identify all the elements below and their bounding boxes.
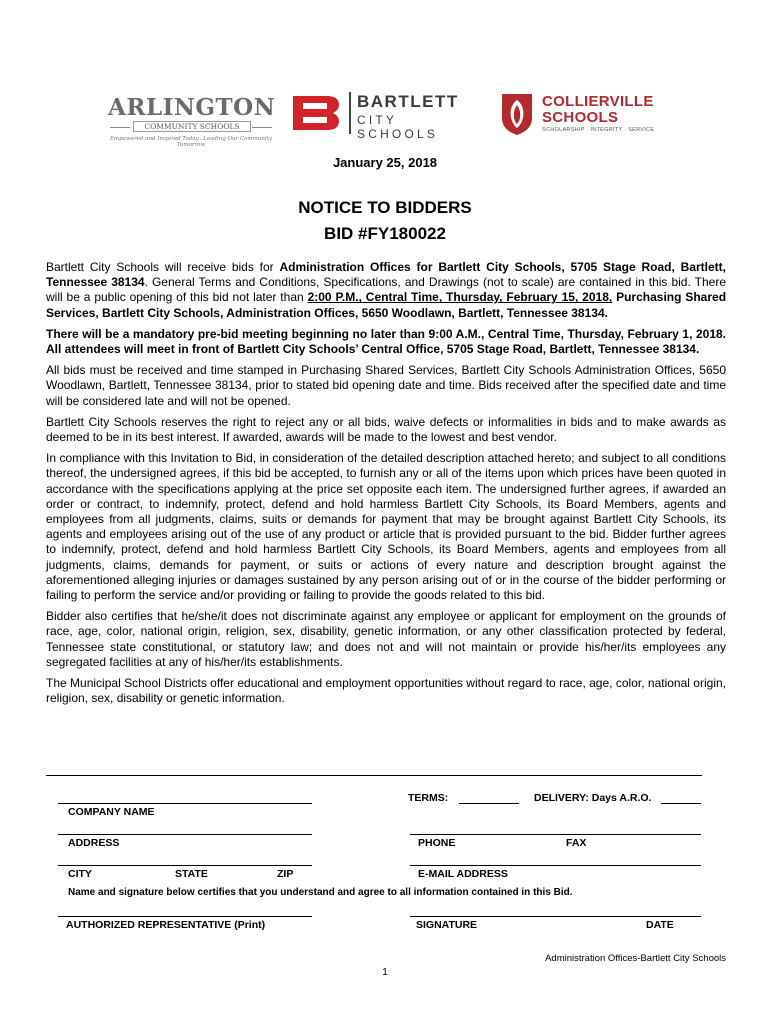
arlington-logo-subtitle: COMMUNITY SCHOOLS (133, 121, 251, 132)
terms-label: TERMS: (408, 792, 449, 804)
project-name: Administration Offices for Bartlett City Schools, 5705 Stage Road, Bartlett, Tennessee 38134 (46, 260, 727, 290)
authorized-rep-field[interactable] (58, 916, 312, 917)
collierville-shield-icon (500, 92, 534, 136)
paragraph-prebid-meeting (46, 327, 726, 357)
collierville-logo (500, 92, 668, 138)
footer-document-name: Administration Offices-Bartlett City Schools (545, 953, 726, 964)
certify-statement: Name and signature below certifies that you understand and agree to all information contained in this Bid. (68, 887, 573, 898)
collierville-logo-tagline: SCHOLARSHIP · INTEGRITY · SERVICE (542, 127, 655, 133)
address-label: ADDRESS (68, 837, 120, 849)
bartlett-logo (293, 90, 473, 141)
collierville-logo-name-line2: SCHOOLS (542, 109, 619, 126)
paragraph-submission: All bids must be received and time stamped in Purchasing Shared Services, Bartlett City Schools Administration Offices, 5650 Woodlawn, Bartlett, Tennessee 38134, prior to stated bid opening date and time. Bids received after the specified date and time will be considered late and will not be opened. (46, 363, 726, 408)
email-label: E-MAIL ADDRESS (418, 868, 508, 880)
bartlett-b-mark-icon (293, 96, 339, 130)
city-state-zip-field[interactable] (58, 865, 312, 866)
paragraph-bid-intro (46, 260, 726, 321)
company-name-field[interactable] (58, 803, 312, 804)
bid-number: BID #FY180022 (324, 224, 446, 243)
arlington-logo-subtitle-band (108, 122, 274, 132)
phone-fax-field[interactable] (410, 834, 701, 835)
address-field[interactable] (58, 834, 312, 835)
page-title: NOTICE TO BIDDERS (298, 198, 472, 217)
bid-intro-text: Bartlett City Schools will receive bids for (46, 260, 280, 274)
delivery-days-field[interactable] (661, 803, 701, 804)
date-label: DATE (646, 919, 674, 931)
zip-label: ZIP (277, 868, 294, 880)
collierville-logo-name (542, 94, 654, 126)
arlington-logo (108, 94, 274, 150)
notice-body (46, 260, 726, 712)
terms-field[interactable] (459, 803, 519, 804)
delivery-label: DELIVERY: Days A.R.O. (534, 792, 652, 804)
paragraph-compliance: In compliance with this Invitation to Bid, in consideration of the detailed description attached hereto; and subject to all conditions thereof, the undersigned agrees, if this bid be accepted, to furnish any or all of the items upon which prices have been quoted in accordance with the specifications applying at the price set opposite each item. The undersigned further agrees, if awarded an order or contract, to indemnify, protect, defend and hold harmless Bartlett City Schools, its Board Members, agents and employees from all judgments, claims, suits or demands for payment that may be brought against Bartlett City Schools, its agents and employees arising out of the use of any product or article that is provided pursuant to the bid. Bidder further agrees to indemnify, protect, defend and hold harmless Bartlett City Schools, its Board Members, agents and employees from all judgments, claims, demands for payment, or suits or actions of every nature and description brought against the aforementioned alleging injuries or damages sustained by any person arising out of or in the course of the bidder performing or failing to perform the service and/or providing or failing to provide the goods related to this bid. (46, 451, 726, 603)
paragraph-rights: Bartlett City Schools reserves the right to reject any or all bids, waive defects or informalities in bids and to make awards as deemed to be in its best interest. If awarded, awards will be made to the lowest and best vendor. (46, 414, 726, 445)
divider (349, 92, 351, 134)
phone-label: PHONE (418, 837, 456, 849)
bartlett-logo-subtitle: CITY SCHOOLS (357, 113, 439, 141)
city-label: CITY (68, 868, 92, 880)
bid-opening-time: 2:00 P.M., Central Time, Thursday, February 15, 2018, (307, 290, 613, 305)
page-number: 1 (382, 967, 388, 978)
form-divider (46, 775, 702, 776)
divider (252, 127, 272, 128)
company-name-label: COMPANY NAME (68, 806, 155, 818)
fax-label: FAX (566, 837, 587, 849)
paragraph-equal-opportunity: The Municipal School Districts offer educational and employment opportunities without regard to race, age, color, national origin, religion, sex, disability or genetic information. (46, 676, 726, 706)
notice-date: January 25, 2018 (332, 155, 438, 170)
signature-label: SIGNATURE (416, 919, 478, 931)
arlington-logo-tagline: Empowered and Inspired Today...Leading Our Community Tomorrow (109, 136, 273, 148)
bartlett-logo-name: BARTLETT (357, 92, 459, 111)
email-field[interactable] (410, 865, 701, 866)
bid-terms-text: . General Terms and Conditions, Specifications, and Drawings (not to scale) are contained in this bid. There will be a public opening of this bid not later than (46, 275, 726, 305)
collierville-logo-name-line1: COLLIERVILLE (542, 93, 654, 110)
bid-opening-location: Purchasing Shared Services, Bartlett City Schools, Administration Offices, 5650 Woodlawn, Bartlett, Tennessee 38134. (46, 290, 727, 320)
signature-date-field[interactable] (410, 916, 701, 917)
paragraph-nondiscrimination: Bidder also certifies that he/she/it does not discriminate against any employee or applicant for employment on the grounds of race, age, color, national origin, religion, sex, disability, genetic information, or any other classification protected by federal, Tennessee state constitutional, or statutory law; and does not and will not maintain or provide his/her/its employees any segregated facilities at any of his/her/its establishments. (46, 609, 726, 669)
prebid-meeting-text: There will be a mandatory pre-bid meeting beginning no later than 9:00 A.M., Central Time, Thursday, February 1, 2018. All attendees will meet in front of Bartlett City Schools’ Central Office, 5705 Stage Road, Bartlett, Tennessee 38134. (46, 326, 726, 357)
divider (110, 127, 130, 128)
arlington-logo-name: ARLINGTON (108, 94, 276, 121)
state-label: STATE (175, 868, 208, 880)
authorized-rep-label: AUTHORIZED REPRESENTATIVE (Print) (66, 919, 266, 931)
